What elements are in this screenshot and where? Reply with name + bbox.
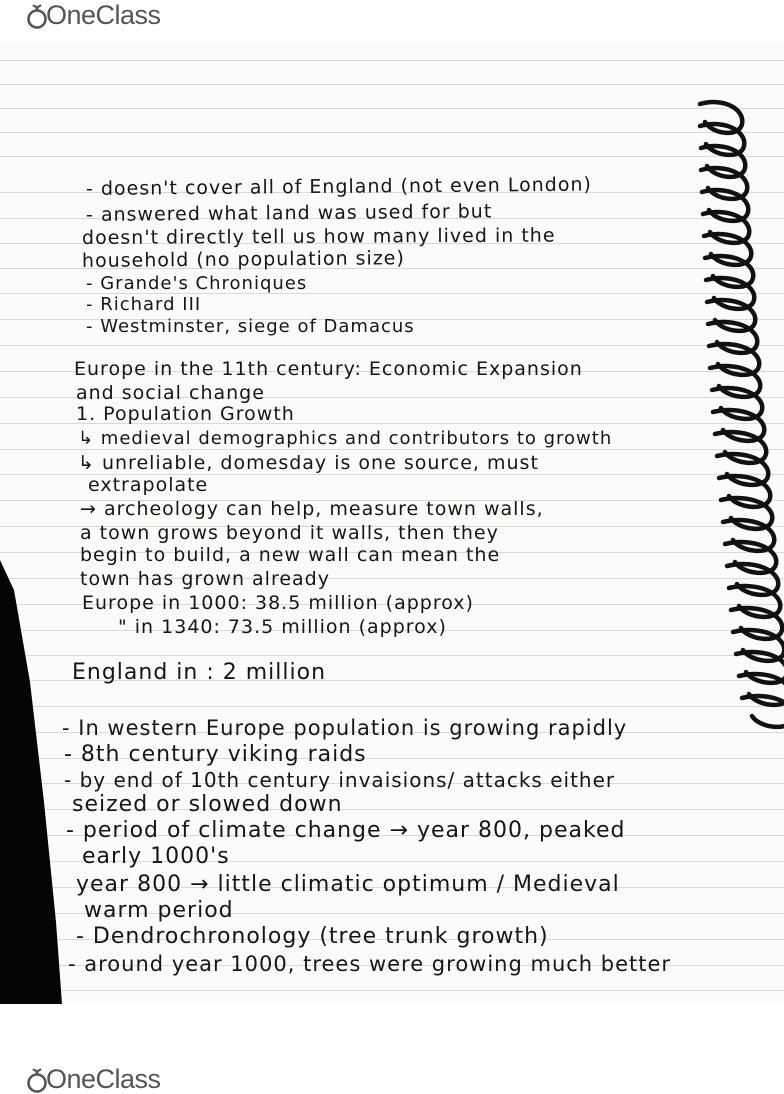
note-line-10: 1. Population Growth [76, 403, 295, 425]
note-line-25: - period of climate change → year 800, peaked [66, 818, 626, 843]
note-line-7: - Westminster, siege of Damacus [86, 316, 415, 337]
note-line-1: - doesn't cover all of England (not even London) [85, 173, 592, 200]
note-line-12: ↳ unreliable, domesday is one source, must [78, 452, 539, 474]
note-line-3: doesn't directly tell us how many lived in the [81, 224, 556, 249]
oneclass-logo-icon [26, 1066, 48, 1094]
note-line-20: England in : 2 million [72, 660, 327, 685]
note-line-24: seized or slowed down [72, 792, 343, 817]
note-line-11: ↳ medieval demographics and contributors to growth [78, 428, 613, 449]
note-line-18: Europe in 1000: 38.5 million (approx) [82, 592, 474, 614]
note-line-22: - 8th century viking raids [64, 742, 367, 767]
note-line-6: - Richard III [86, 294, 202, 315]
oneclass-logo-icon [26, 2, 48, 30]
note-line-21: - In western Europe population is growing rapidly [62, 716, 628, 740]
note-line-13: extrapolate [88, 474, 209, 496]
note-line-16: begin to build, a new wall can mean the [80, 544, 501, 566]
oneclass-logo-text: OneClass [46, 1064, 161, 1094]
note-line-4: household (no population size) [81, 247, 405, 272]
note-line-30: - around year 1000, trees were growing much better [68, 952, 672, 976]
note-line-9: and social change [76, 382, 265, 404]
note-line-19: " in 1340: 73.5 million (approx) [118, 616, 447, 638]
note-line-8: Europe in the 11th century: Economic Expansion [74, 358, 583, 380]
note-line-14: → archeology can help, measure town walls, [80, 498, 544, 520]
note-line-2: - answered what land was used for but [85, 200, 493, 226]
notebook-photo [0, 42, 784, 1004]
note-line-26: early 1000's [82, 844, 230, 869]
oneclass-logo-text: OneClass [46, 0, 161, 30]
note-line-23: - by end of 10th century invaisions/ attacks either [64, 768, 616, 792]
note-line-5: - Grande's Chroniques [86, 273, 308, 294]
oneclass-logo-top [26, 0, 161, 31]
note-line-15: a town grows beyond it walls, then they [80, 522, 499, 544]
note-line-29: - Dendrochronology (tree trunk growth) [76, 924, 549, 949]
note-line-28: warm period [84, 898, 234, 923]
oneclass-logo-bottom [26, 1064, 161, 1094]
note-line-27: year 800 → little climatic optimum / Medieval [76, 872, 620, 897]
note-line-17: town has grown already [80, 568, 330, 590]
